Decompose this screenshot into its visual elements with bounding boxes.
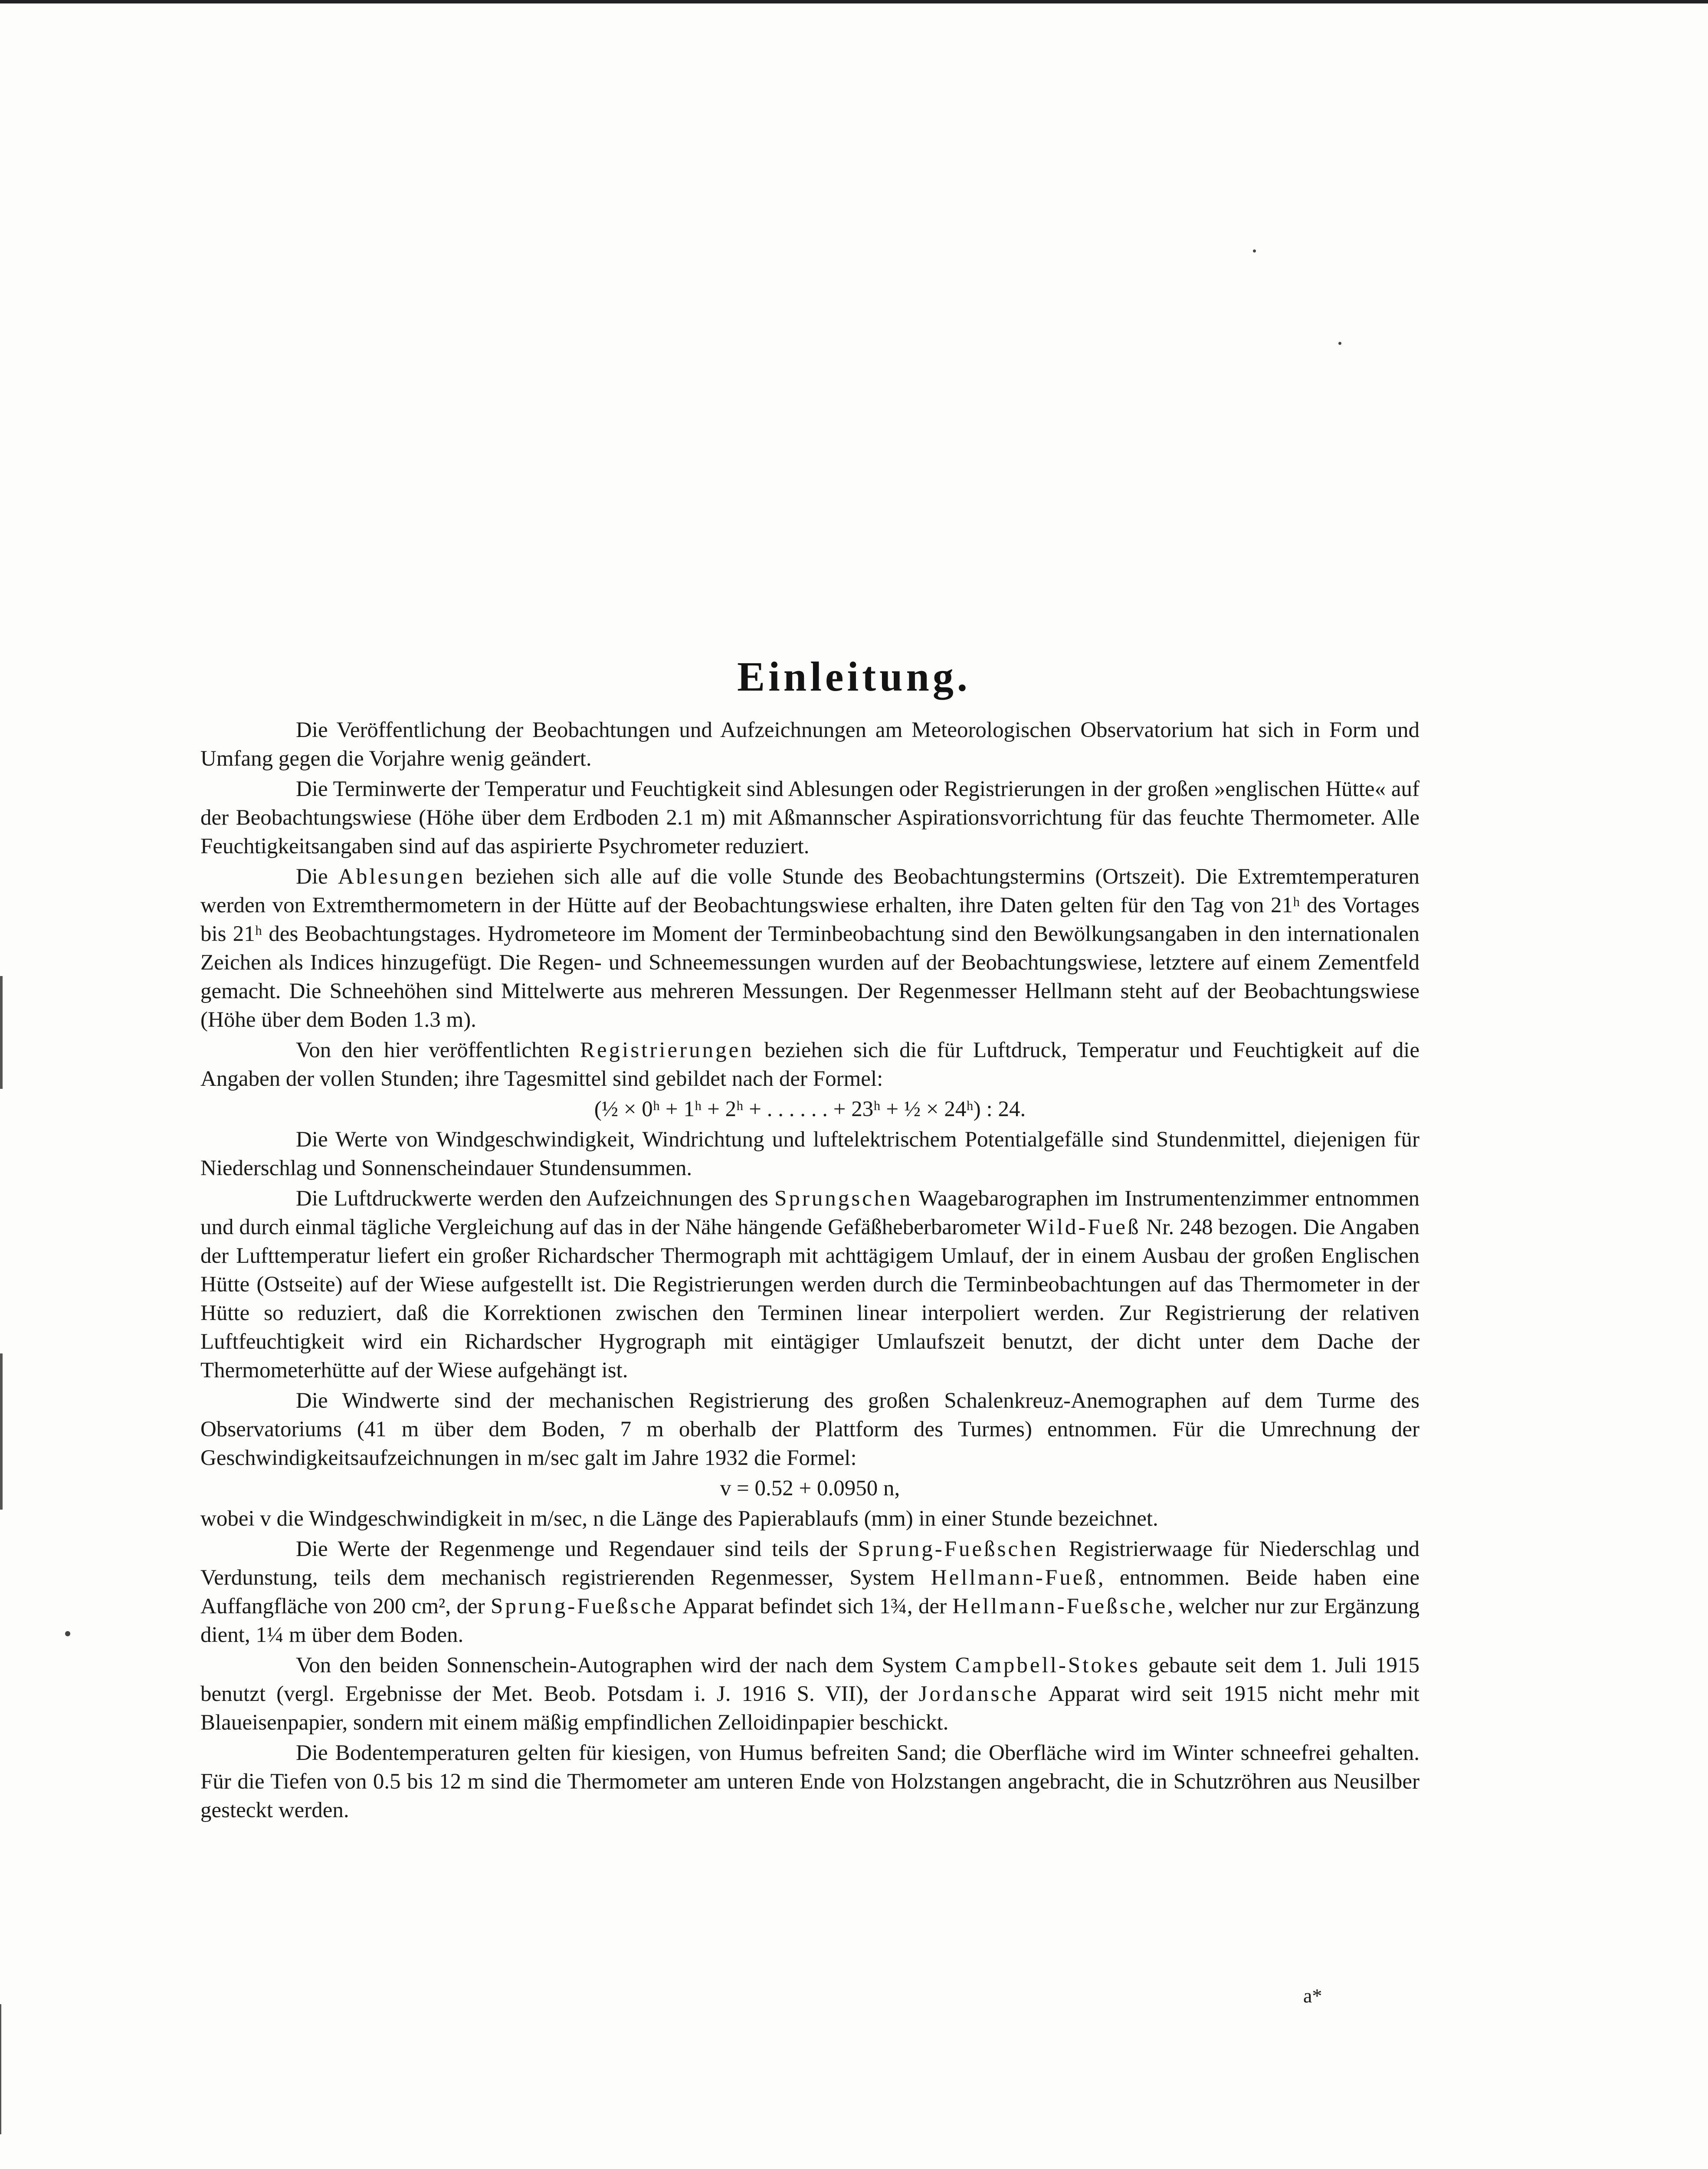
- text-span: Von den hier veröffentlichten: [296, 1038, 580, 1062]
- text-span: beziehen sich alle auf die volle Stunde des Beobachtungstermins (Ortszeit). Die Extremtemperaturen werden von Extremthermometern in der Hütte auf der Beobachtungswiese erhalten, ihre Daten gelten für den Tag von 21ʰ des Vortages bis 21ʰ des Beobachtungstages. Hydrometeore im Moment der Terminbeobachtung sind den Bewölkungsangaben in den internationalen Zeichen als Indices hinzugefügt. Die Regen- und Schneemessungen wurden auf der Beobachtungswiese, letztere auf einem Zementfeld gemacht. Die Schneehöhen sind Mittelwerte aus mehreren Messungen. Der Regenmesser Hellmann steht auf der Beobachtungswiese (Höhe über dem Boden 1.3 m).: [200, 865, 1420, 1032]
- spaced-emphasis: Jordansche: [918, 1682, 1039, 1706]
- text-span: , welcher nur zur Ergänzung dient, 1¼ m über dem Boden.: [200, 1594, 1420, 1647]
- wind-speed-formula: v = 0.52 + 0.0950 n,: [720, 1476, 900, 1501]
- spaced-emphasis: Wild-Fueß: [1026, 1215, 1141, 1239]
- paragraph-8: [200, 1535, 1420, 1649]
- text-span: Die Luftdruckwerte werden den Aufzeichnungen des: [296, 1186, 775, 1211]
- text-span: Apparat befindet sich 1¾, der: [678, 1594, 953, 1619]
- scan-top-edge: [0, 0, 1708, 3]
- text-span: Die: [296, 865, 338, 889]
- scan-speck: [1338, 342, 1341, 345]
- paragraph-2: Die Terminwerte der Temperatur und Feuchtigkeit sind Ablesungen oder Registrierungen in der großen »englischen Hütte« auf der Beobachtungswiese (Höhe über dem Erdboden 2.1 m) mit Aßmannscher Aspirationsvorrichtung für das feuchte Thermometer. Alle Feuchtigkeitsangaben sind auf das aspirierte Psychrometer reduziert.: [200, 777, 1420, 858]
- spaced-emphasis: Sprung-Fueßschen: [858, 1537, 1059, 1561]
- spaced-emphasis: Ablesungen: [338, 865, 466, 889]
- spaced-emphasis: Hellmann-Fueß: [931, 1566, 1098, 1590]
- text-span: Waagebarographen im Instrumentenzimmer entnommen und durch einmal tägliche Vergleichung auf das in der Nähe hängende Gefäßheberbarometer: [200, 1186, 1420, 1239]
- paragraph-10: Die Bodentemperaturen gelten für kiesigen, von Humus befreiten Sand; die Oberfläche wird im Winter schneefrei gehalten. Für die Tiefen von 0.5 bis 12 m sind die Thermometer am unteren Ende von Holzstangen angebracht, die in Schutzröhren aus Neusilber gesteckt werden.: [200, 1741, 1420, 1822]
- spaced-emphasis: Sprung-Fueßsche: [490, 1594, 678, 1619]
- text-span: Die Werte der Regenmenge und Regendauer sind teils der: [296, 1537, 858, 1561]
- paragraph-3: [200, 862, 1420, 1034]
- text-span: Apparat wird seit 1915 nicht mehr mit Blaueisenpapier, sondern mit einem mäßig empfindlichen Zelloidinpapier beschickt.: [200, 1682, 1420, 1735]
- printer-signature-mark: a*: [1303, 1985, 1322, 2007]
- spaced-emphasis: Sprungschen: [774, 1186, 913, 1211]
- scan-left-edge-mark: [0, 1353, 3, 1510]
- spaced-emphasis: Campbell-Stokes: [955, 1653, 1140, 1678]
- body-text: [200, 716, 1420, 1826]
- scan-left-edge-mark: [0, 976, 3, 1089]
- paragraph-9: [200, 1651, 1420, 1737]
- text-span: , entnommen. Beide haben eine Auffangfläche von 200 cm², der: [200, 1566, 1420, 1619]
- spaced-emphasis: Hellmann-Fueßsche: [952, 1594, 1168, 1619]
- paragraph-7-continuation: wobei v die Windgeschwindigkeit in m/sec, n die Länge des Papierablaufs (mm) in einer Stunde bezeichnet.: [200, 1507, 1158, 1531]
- daily-mean-formula: (½ × 0ʰ + 1ʰ + 2ʰ + . . . . . . + 23ʰ + ½ × 24ʰ) : 24.: [594, 1097, 1026, 1121]
- spaced-emphasis: Registrierungen: [580, 1038, 754, 1062]
- text-span: Registrierwaage für Niederschlag und Verdunstung, teils dem mechanisch registrierenden Regenmesser, System: [200, 1537, 1420, 1590]
- paragraph-7: Die Windwerte sind der mechanischen Registrierung des großen Schalenkreuz-Anemographen auf dem Turme des Observatoriums (41 m über dem Boden, 7 m oberhalb der Plattform des Turmes) entnommen. Für die Umrechnung der Geschwindigkeitsaufzeichnungen in m/sec galt im Jahre 1932 die Formel:: [200, 1389, 1420, 1470]
- text-span: Nr. 248 bezogen. Die Angaben der Lufttemperatur liefert ein großer Richardscher Thermograph mit achttägigem Umlauf, der in einem Ausbau der großen Englischen Hütte (Ostseite) auf der Wiese aufgestellt ist. Die Registrierungen werden durch die Terminbeobachtungen auf das Thermometer in der Hütte so reduziert, daß die Korrektionen zwischen den Terminen linear interpoliert werden. Zur Registrierung der relativen Luftfeuchtigkeit wird ein Richardscher Hygrograph mit eintägiger Umlaufszeit benutzt, der dicht unter dem Dache der Thermometerhütte auf der Wiese aufgehängt ist.: [200, 1215, 1420, 1383]
- text-span: beziehen sich die für Luftdruck, Temperatur und Feuchtigkeit auf die Angaben der vollen Stunden; ihre Tagesmittel sind gebildet nach der Formel:: [200, 1038, 1420, 1091]
- paragraph-4: [200, 1036, 1420, 1093]
- page-title: Einleitung.: [737, 653, 971, 700]
- scan-speck: [65, 1631, 70, 1636]
- paragraph-6: [200, 1184, 1420, 1385]
- paragraph-5: Die Werte von Windgeschwindigkeit, Windrichtung und luftelektrischem Potentialgefälle sind Stundenmittel, diejenigen für Niederschlag und Sonnenscheindauer Stundensummen.: [200, 1127, 1420, 1180]
- paragraph-1: Die Veröffentlichung der Beobachtungen und Aufzeichnungen am Meteorologischen Observatorium hat sich in Form und Umfang gegen die Vorjahre wenig geändert.: [200, 718, 1420, 771]
- text-span: gebaute seit dem 1. Juli 1915 benutzt (vergl. Ergebnisse der Met. Beob. Potsdam i. J. 1916 S. VII), der: [200, 1653, 1420, 1706]
- scan-speck: [1253, 249, 1256, 252]
- text-span: Von den beiden Sonnenschein-Autographen wird der nach dem System: [296, 1653, 955, 1678]
- scan-left-edge-mark: [0, 2004, 1, 2134]
